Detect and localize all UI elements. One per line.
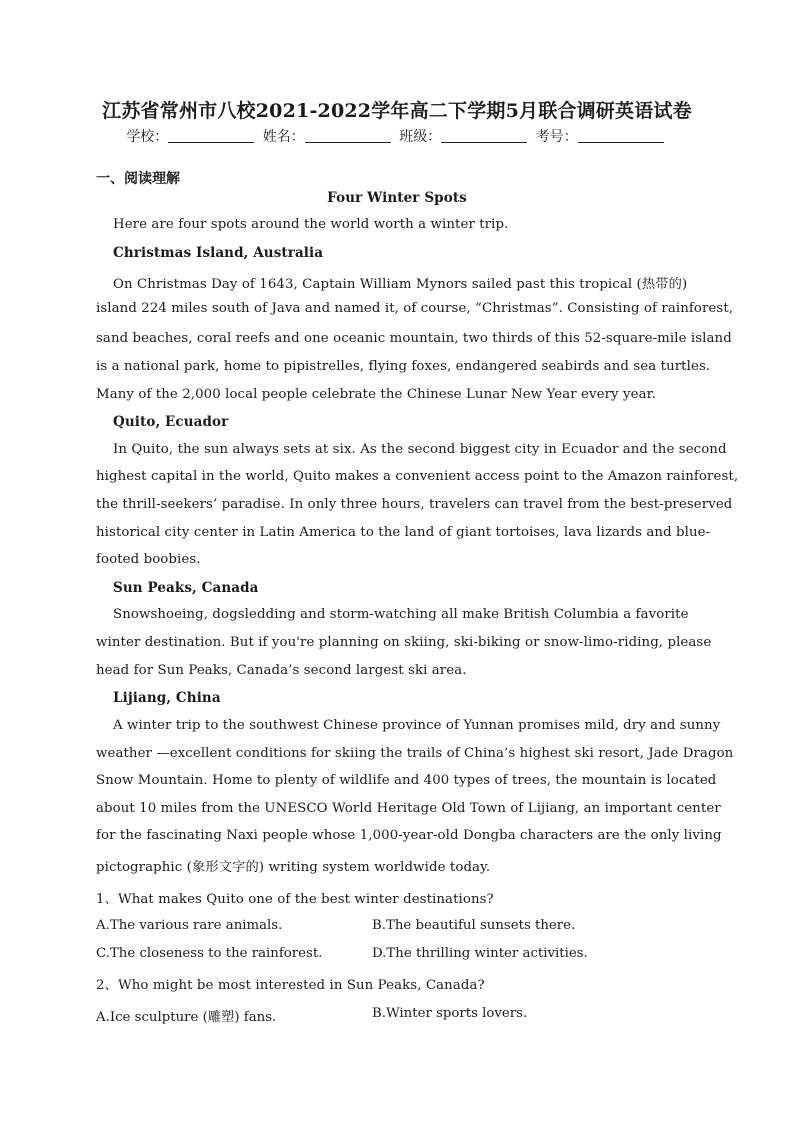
paragraph-line: historical city center in Latin America to the land of giant tortoises, lava lizards and blue- — [96, 525, 711, 540]
paragraph-line: about 10 miles from the UNESCO World Heritage Old Town of Lijiang, an important center — [96, 801, 721, 816]
school-blank — [168, 128, 254, 143]
spot-heading: Christmas Island, Australia — [113, 245, 324, 261]
answer-option[interactable]: C.The closeness to the rainforest. — [96, 946, 323, 961]
answer-option[interactable]: B.The beautiful sunsets there. — [372, 918, 576, 933]
paragraph-line: In Quito, the sun always sets at six. As the second biggest city in Ecuador and the second — [113, 442, 727, 457]
class-label: 班级： — [399, 129, 442, 145]
paragraph-line: pictographic (象形文字的) writing system worldwide today. — [96, 860, 491, 875]
paragraph-line: island 224 miles south of Java and named it, of course, “Christmas”. Consisting of rainforest, — [96, 301, 734, 316]
answer-option[interactable]: A.The various rare animals. — [96, 918, 283, 933]
paragraph-line: for the fascinating Naxi people whose 1,000-year-old Dongba characters are the only living — [96, 828, 722, 843]
paragraph-line: the thrill-seekers’ paradise. In only three hours, travelers can travel from the best-preserved — [96, 497, 733, 512]
spot-heading: Sun Peaks, Canada — [113, 580, 259, 596]
student-info-line — [0, 126, 794, 146]
paragraph-line: Snowshoeing, dogsledding and storm-watching all make British Columbia a favorite — [113, 607, 689, 622]
paragraph-line: Snow Mountain. Home to plenty of wildlife and 400 types of trees, the mountain is located — [96, 773, 717, 788]
passage-title: Four Winter Spots — [327, 190, 467, 206]
exam-number-blank — [578, 128, 664, 143]
class-blank — [441, 128, 527, 143]
answer-option[interactable]: B.Winter sports lovers. — [372, 1006, 528, 1021]
paragraph-line: head for Sun Peaks, Canada’s second largest ski area. — [96, 663, 467, 678]
name-label: 姓名： — [262, 129, 305, 145]
spot-heading: Lijiang, China — [113, 690, 221, 706]
paragraph-line: weather —excellent conditions for skiing the trails of China’s highest ski resort, Jade Dragon — [96, 746, 734, 761]
passage-intro: Here are four spots around the world worth a winter trip. — [113, 217, 509, 232]
section-heading: 一、阅读理解 — [96, 171, 180, 187]
paragraph-line: A winter trip to the southwest Chinese province of Yunnan promises mild, dry and sunny — [113, 718, 721, 733]
paragraph-line: is a national park, home to pipistrelles, flying foxes, endangered seabirds and sea turtles. — [96, 359, 711, 374]
exam-title: 江苏省常州市八校2021-2022学年高二下学期5月联合调研英语试卷 — [102, 100, 692, 122]
answer-option[interactable]: D.The thrilling winter activities. — [372, 946, 588, 961]
paragraph-line: sand beaches, coral reefs and one oceanic mountain, two thirds of this 52-square-mile island — [96, 331, 732, 346]
name-blank — [305, 128, 391, 143]
paragraph-line: Many of the 2,000 local people celebrate the Chinese Lunar New Year every year. — [96, 387, 656, 402]
exam-number-label: 考号： — [535, 129, 578, 145]
paragraph-line: On Christmas Day of 1643, Captain William Mynors sailed past this tropical (热带的) — [113, 277, 688, 292]
question-stem: 2、Who might be most interested in Sun Peaks, Canada? — [96, 978, 485, 993]
school-label: 学校： — [126, 129, 169, 145]
paragraph-line: winter destination. But if you're planning on skiing, ski-biking or snow-limo-riding, please — [96, 635, 712, 650]
paragraph-line: highest capital in the world, Quito makes a convenient access point to the Amazon rainforest, — [96, 469, 739, 484]
answer-option[interactable]: A.Ice sculpture (雕塑) fans. — [96, 1010, 277, 1025]
spot-heading: Quito, Ecuador — [113, 414, 229, 430]
paragraph-line: footed boobies. — [96, 552, 201, 567]
question-stem: 1、What makes Quito one of the best winter destinations? — [96, 892, 494, 907]
